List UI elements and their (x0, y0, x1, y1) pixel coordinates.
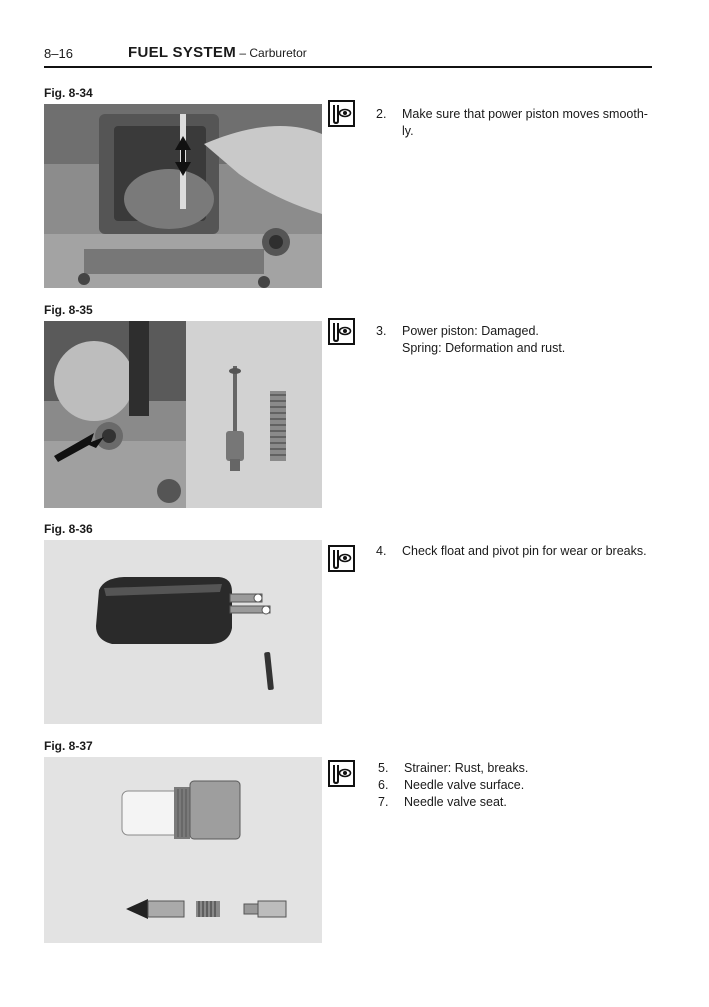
page-number: 8–16 (44, 46, 73, 61)
section-subtitle: Carburetor (249, 46, 307, 60)
step-text-line: Make sure that power piston moves smooth- (402, 107, 648, 121)
figure-photo-strainer-needle-valve (44, 757, 322, 943)
step-item (376, 543, 676, 560)
figure-photo-power-piston-movement (44, 104, 322, 288)
inspect-eye-icon (328, 545, 355, 572)
step-list (376, 106, 666, 140)
figure-label: Fig. 8-34 (44, 86, 93, 100)
step-item (376, 323, 666, 357)
inspect-eye-icon (328, 100, 355, 127)
step-text-line: Check float and pivot pin for wear or breaks. (402, 544, 647, 558)
figure-label: Fig. 8-35 (44, 303, 93, 317)
inspect-eye-icon (328, 318, 355, 345)
header-rule (44, 66, 652, 68)
inspect-eye-icon (328, 760, 355, 787)
section-title: FUEL SYSTEM (128, 44, 237, 61)
step-number: 5. (378, 761, 389, 775)
section-separator: – (236, 46, 250, 60)
step-text-line: Needle valve surface. (404, 778, 525, 792)
step-text-line: Spring: Deformation and rust. (402, 341, 566, 355)
step-list (378, 760, 668, 811)
step-text-line: Power piston: Damaged. (402, 324, 539, 338)
step-number: 3. (376, 324, 387, 338)
step-item (378, 794, 668, 811)
step-item (378, 760, 668, 777)
figure-photo-power-piston-spring (44, 321, 322, 508)
figure-label: Fig. 8-36 (44, 522, 93, 536)
figure-label: Fig. 8-37 (44, 739, 93, 753)
step-number: 4. (376, 544, 387, 558)
figure-photo-float-and-pivot-pin (44, 540, 322, 724)
page-header (44, 44, 652, 68)
step-text-line: Needle valve seat. (404, 795, 507, 809)
section-heading (128, 44, 307, 61)
step-item (378, 777, 668, 794)
step-text-line: Strainer: Rust, breaks. (404, 761, 529, 775)
step-text-line: ly. (402, 124, 414, 138)
step-list (376, 323, 666, 357)
step-item (376, 106, 666, 140)
step-number: 6. (378, 778, 389, 792)
step-number: 7. (378, 795, 389, 809)
step-number: 2. (376, 107, 387, 121)
step-list (376, 543, 676, 560)
